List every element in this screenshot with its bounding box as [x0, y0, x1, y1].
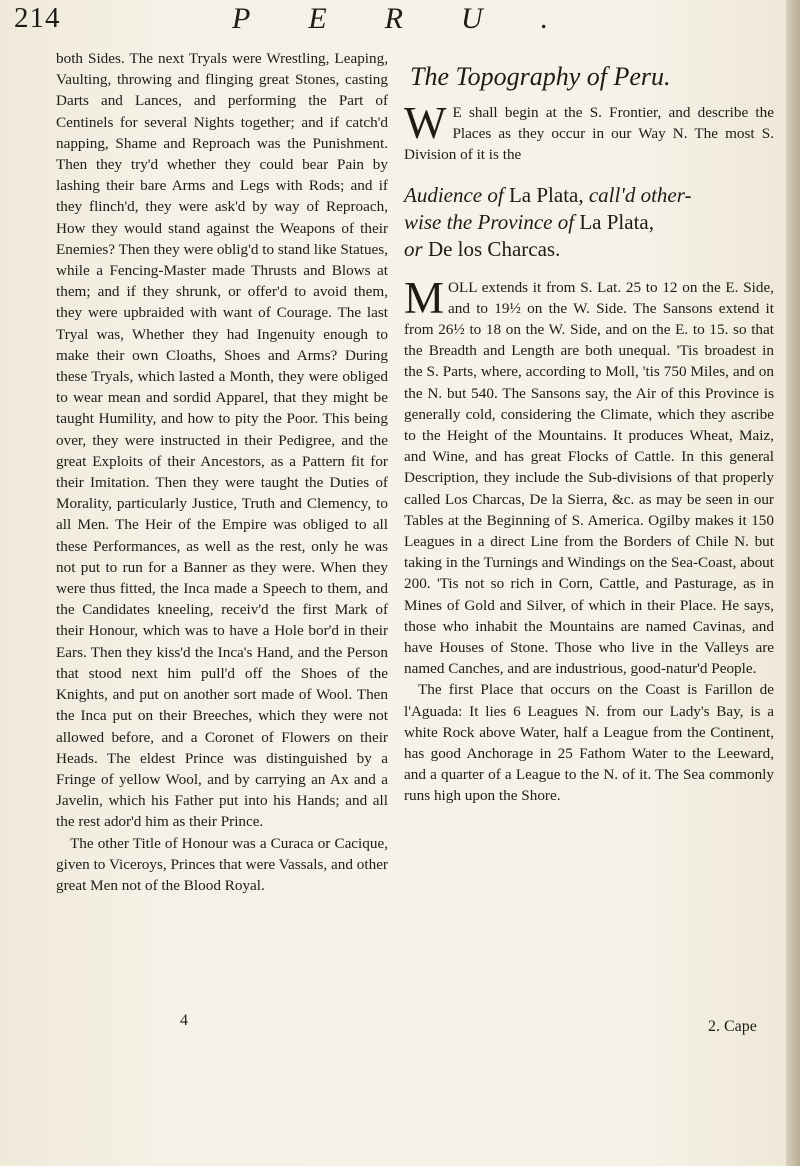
audience-line2-place: La Plata, [579, 209, 654, 234]
paragraph: both Sides. The next Tryals were Wrestling, Leaping, Vaulting, throwing and flinging great Stones, casting Darts and Lances, and performing the Part of Centinels for several Nights together; and if catch'd napping, Shame and Reproach was the Punishment. Then they try'd whether they could bear Pain by lashing their bare Arms and Legs with Rods; and if they flinch'd, they were ask'd by way of Reproach, How they would stand against the Weapons of their Enemies? Then they were oblig'd to stand like Statues, while a Fencing-Master made Thrusts and Blows at them; and if they shrunk, or offer'd to avoid them, they were upbraided with want of Courage. The last Tryal was, Whether they had Ingenuity enough to make their own Cloaths, Shoes and Arms? During these Tryals, which lasted a Month, they were obliged to wear mean and sordid Apparel, that they might be taught Humility, and how to pity the Poor. This being over, they were instructed in their Pedigree, and the great Exploits of their Ancestors, as a Pattern fit for their Imitation. Then they were taught the Duties of Morality, particularly Justice, Truth and Clemency, to all Men. The Heir of the Empire was obliged to all these Performances, as well as the rest, only he was not put to run for a Banner as they were. When they were thus fitted, the Inca made a Speech to them, and the Candidates kneeling, receiv'd the first Mark of their Honour, which was to have a Hole bor'd in their Ears. Then they kiss'd the Inca's Hand, and the Person that stood next him pull'd off the Shoes of the Knights, and put on another sort made of Wool. Then the Inca put on their Breeches, which they were not allowed before, and a Coronet of Flowers on their Heads. The eldest Prince was distinguished by a Fringe of yellow Wool, and by carrying an Ax and a Javelin, which his Father put into his Hands; and all the rest ador'd him as their Prince. [56, 50, 388, 831]
drop-cap: M [404, 272, 445, 323]
paragraph: The first Place that occurs on the Coast is Farillon de l'Aguada: It lies 6 Leagues N. from our Lady's Bay, is a white Rock above Water, half a League from the Continent, has good Anchorage in 25 Fathom Water to the Leeward, and a quarter of a League to the N. of it. The Sea commonly runs high upon the Shore. [404, 681, 774, 805]
drop-cap: W [404, 98, 447, 148]
audience-heading [404, 182, 774, 263]
running-head: PERU. [232, 2, 607, 35]
page-number: 214 [14, 2, 61, 34]
audience-line1: Audience of [404, 182, 504, 207]
moll-text: OLL extends it from S. Lat. 25 to 12 on the E. Side, and to 19½ on the W. Side. The Sansons extend it from 26½ to 18 on the W. Side, and on the E. to 15. so that the Breadth and Length are both unequal. 'Tis broadest in the S. Parts, where, according to Moll, 'tis 750 Miles, and on the N. but 540. The Sansons say, the Air of this Province is generally cold, considering the Climate, which they ascribe to the Height of the Mountains. It produces Wheat, Maiz, and Wine, and has great Flocks of Cattle. In this general Description, they include the Sub-divisions of that properly called Los Charcas, De la Sierra, &c. as may be seen in our Tables at the Beginning of S. America. Ogilby makes it 150 Leagues in a direct Line from the Borders of Chile N. but taking in the Turnings and Windings on the Sea-Coast, about 200. 'Tis not so rich in Corn, Cattle, and Pasturage, as in Mines of Gold and Silver, of which in their Place. He says, those who inhabit the Mountains are named Cavinas, and have Houses of Stone. Those who live in the Valleys are named Canches, and are industrious, good-natur'd People. [404, 278, 774, 678]
right-column [404, 44, 774, 807]
catchword-right: 2. Cape [708, 1018, 757, 1035]
intro-paragraph [404, 98, 774, 166]
left-column [56, 48, 388, 896]
intro-text: E shall begin at the S. Frontier, and describe the Places as they occur in our Way N. The most S. Division of it is the [404, 104, 774, 164]
catchword-left: 4 [180, 1012, 188, 1029]
audience-line1-place: La Plata, [508, 182, 584, 207]
paragraph: The other Title of Honour was a Curaca or Cacique, given to Viceroys, Princes that were Vassals, and other great Men not of the Blood Royal. [56, 834, 388, 894]
audience-line1-rest: call'd other- [588, 182, 692, 207]
section-title: The Topography of Peru. [410, 62, 671, 91]
audience-line2: wise the Province of [404, 209, 575, 234]
audience-line3: or [404, 236, 423, 261]
moll-paragraph [404, 272, 774, 680]
page-edge [786, 0, 800, 1166]
audience-line3-place: De los Charcas. [427, 236, 561, 261]
